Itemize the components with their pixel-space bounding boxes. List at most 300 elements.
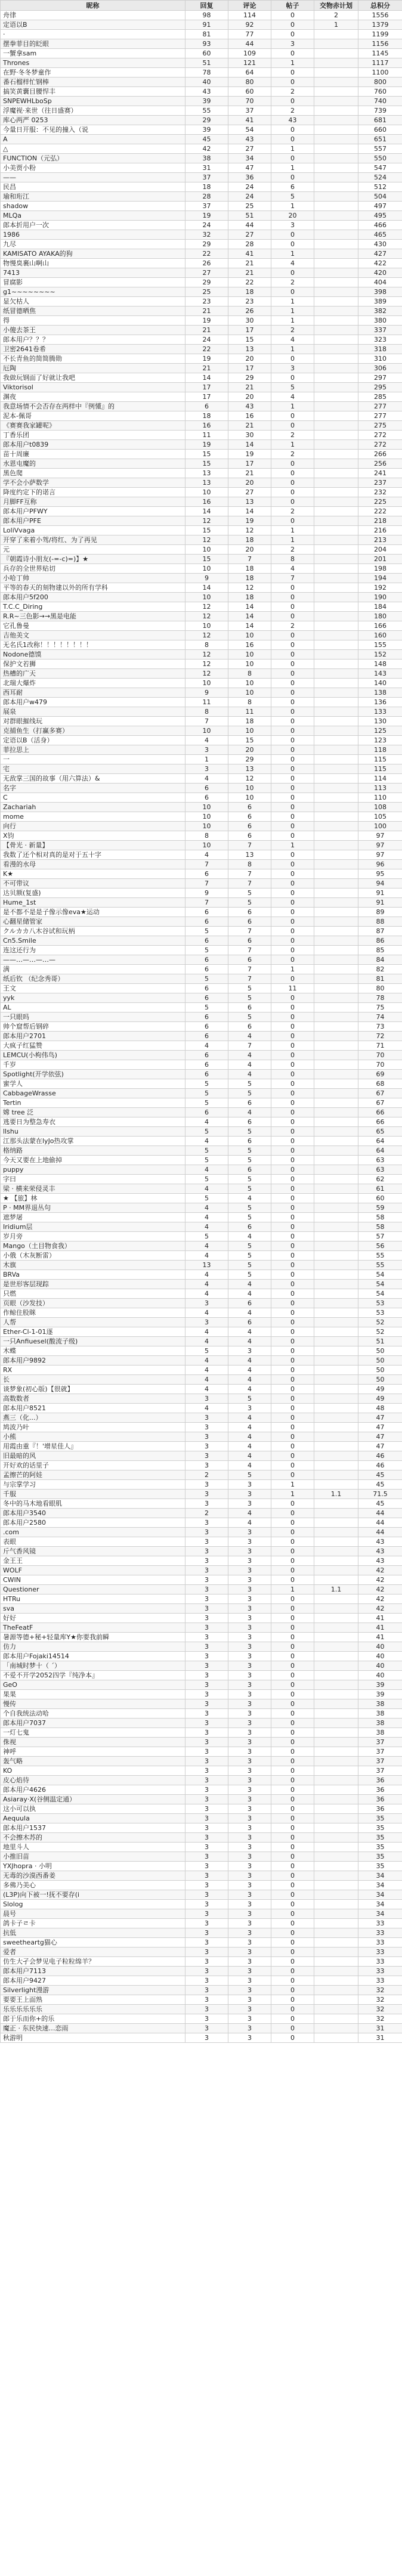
cell-replies: 2	[185, 1470, 228, 1480]
cell-prize-plan	[314, 1032, 358, 1041]
cell-nickname: YXJhopra · 小明	[1, 1862, 185, 1871]
cell-replies: 3	[185, 1938, 228, 1948]
cell-comments: 17	[228, 459, 271, 469]
cell-posts: 0	[271, 1156, 314, 1165]
cell-total-score: 740	[358, 97, 402, 106]
cell-total-score: 67	[358, 1089, 402, 1098]
cell-posts: 0	[271, 946, 314, 955]
cell-comments: 3	[228, 1594, 271, 1604]
table-row	[1, 1346, 402, 1356]
cell-comments: 3	[228, 2005, 271, 2014]
cell-prize-plan	[314, 2033, 358, 2043]
cell-total-score: 216	[358, 526, 402, 535]
cell-posts: 0	[271, 1327, 314, 1337]
cell-prize-plan	[314, 1251, 358, 1261]
table-row	[1, 125, 402, 135]
cell-nickname: 千岁	[1, 1060, 185, 1070]
cell-nickname: 兵存的全世界贴切	[1, 564, 185, 574]
cell-posts: 0	[271, 669, 314, 679]
cell-comments: 14	[228, 602, 271, 612]
cell-nickname: 秋游明	[1, 2033, 185, 2043]
cell-comments: 121	[228, 58, 271, 68]
cell-prize-plan	[314, 421, 358, 431]
table-row	[1, 698, 402, 707]
cell-total-score: 97	[358, 831, 402, 841]
table-row	[1, 1766, 402, 1776]
table-row	[1, 917, 402, 927]
cell-replies: 3	[185, 1948, 228, 1957]
cell-comments: 7	[228, 1041, 271, 1051]
cell-total-score: 47	[358, 1442, 402, 1451]
cell-posts: 0	[271, 1270, 314, 1280]
cell-comments: 60	[228, 87, 271, 97]
cell-prize-plan	[314, 803, 358, 812]
cell-posts: 1	[271, 249, 314, 259]
cell-prize-plan	[314, 1995, 358, 2005]
cell-replies: 5	[185, 1146, 228, 1156]
cell-nickname: 魔正 · 东民快速…恋雨	[1, 2024, 185, 2033]
cell-replies: 3	[185, 1795, 228, 1804]
table-row	[1, 803, 402, 812]
cell-replies: 4	[185, 1165, 228, 1175]
cell-comments: 20	[228, 354, 271, 364]
cell-posts: 0	[271, 1900, 314, 1909]
cell-posts: 0	[271, 459, 314, 469]
cell-comments: 3	[228, 1814, 271, 1823]
cell-total-score: 41	[358, 1623, 402, 1633]
cell-nickname: 郎本用户9892	[1, 1356, 185, 1366]
table-row	[1, 869, 402, 879]
cell-replies: 3	[185, 1785, 228, 1795]
table-row	[1, 1003, 402, 1013]
table-row	[1, 1585, 402, 1594]
cell-comments: 6	[228, 803, 271, 812]
cell-comments: 21	[228, 259, 271, 268]
cell-total-score: 222	[358, 507, 402, 516]
cell-nickname: 暑源等德+秘+轻量库Y★你要我前瞬	[1, 1633, 185, 1642]
cell-nickname: 格纳路	[1, 1146, 185, 1156]
cell-nickname: 郎本用户3540	[1, 1509, 185, 1518]
cell-nickname: 无毒的沙漠西番姜	[1, 1871, 185, 1881]
cell-comments: 5	[228, 1270, 271, 1280]
cell-nickname: 它孔鲁曼	[1, 621, 185, 631]
table-row	[1, 1480, 402, 1490]
cell-replies: 3	[185, 1757, 228, 1766]
cell-total-score: 204	[358, 545, 402, 555]
cell-prize-plan	[314, 707, 358, 717]
cell-prize-plan	[314, 306, 358, 316]
cell-nickname: 西耳耐	[1, 688, 185, 698]
cell-posts: 0	[271, 1871, 314, 1881]
cell-prize-plan	[314, 488, 358, 497]
cell-nickname: 降度约定下的诺言	[1, 488, 185, 497]
cell-nickname: 浮魔视·来世（往日盛赛）	[1, 106, 185, 116]
cell-replies: 10	[185, 545, 228, 555]
table-row	[1, 993, 402, 1003]
cell-prize-plan	[314, 1232, 358, 1241]
cell-posts: 0	[271, 679, 314, 688]
table-row	[1, 755, 402, 764]
cell-prize-plan	[314, 812, 358, 822]
table-row	[1, 1366, 402, 1375]
cell-prize-plan	[314, 1318, 358, 1327]
cell-comments: 4	[228, 1051, 271, 1060]
cell-prize-plan	[314, 1814, 358, 1823]
cell-replies: 10	[185, 812, 228, 822]
cell-comments: 4	[228, 1032, 271, 1041]
cell-comments: 20	[228, 392, 271, 402]
cell-posts: 0	[271, 755, 314, 764]
cell-comments: 21	[228, 383, 271, 392]
cell-total-score: 33	[358, 1938, 402, 1948]
cell-replies: 6	[185, 984, 228, 993]
cell-prize-plan	[314, 2005, 358, 2014]
cell-comments: 3	[228, 1690, 271, 1699]
table-row	[1, 1699, 402, 1709]
cell-comments: 25	[228, 202, 271, 211]
cell-posts: 1	[271, 144, 314, 154]
cell-posts: 0	[271, 20, 314, 30]
cell-prize-plan	[314, 1938, 358, 1948]
table-row	[1, 669, 402, 679]
cell-comments: 4	[228, 1289, 271, 1299]
cell-replies: 91	[185, 20, 228, 30]
cell-posts: 0	[271, 1289, 314, 1299]
cell-replies: 4	[185, 1203, 228, 1213]
cell-total-score: 84	[358, 955, 402, 965]
cell-comments: 109	[228, 49, 271, 58]
cell-replies: 4	[185, 1117, 228, 1127]
cell-total-score: 82	[358, 965, 402, 974]
cell-nickname: 字曰	[1, 1175, 185, 1184]
cell-total-score: 45	[358, 1470, 402, 1480]
cell-nickname: 不爱不开学2052四学『纯净本』	[1, 1671, 185, 1680]
cell-replies: 13	[185, 469, 228, 478]
table-row	[1, 879, 402, 888]
cell-total-score: 241	[358, 469, 402, 478]
cell-replies: 3	[185, 1652, 228, 1661]
cell-posts: 2	[271, 431, 314, 440]
cell-total-score: 47	[358, 1432, 402, 1442]
table-row	[1, 316, 402, 326]
cell-posts: 0	[271, 1928, 314, 1938]
cell-nickname: 作鲸住股眯	[1, 1308, 185, 1318]
cell-replies: 29	[185, 116, 228, 125]
cell-replies: 3	[185, 1747, 228, 1757]
cell-comments: 5	[228, 888, 271, 898]
cell-comments: 6	[228, 1003, 271, 1013]
cell-comments: 3	[228, 1823, 271, 1833]
cell-comments: 3	[228, 1785, 271, 1795]
cell-prize-plan	[314, 1089, 358, 1098]
cell-replies: 3	[185, 1642, 228, 1652]
cell-prize-plan	[314, 1642, 358, 1652]
cell-nickname: 「南城时梦十（ ´）	[1, 1661, 185, 1671]
cell-replies: 4	[185, 1041, 228, 1051]
cell-prize-plan	[314, 850, 358, 860]
cell-total-score: 62	[358, 1175, 402, 1184]
table-row	[1, 946, 402, 955]
cell-posts: 0	[271, 1261, 314, 1270]
table-row	[1, 1843, 402, 1852]
table-row	[1, 908, 402, 917]
cell-nickname: Zachariah	[1, 803, 185, 812]
cell-posts: 0	[271, 1232, 314, 1241]
cell-replies: 3	[185, 2005, 228, 2014]
cell-nickname: Slolog	[1, 1900, 185, 1909]
cell-comments: 15	[228, 335, 271, 345]
cell-replies: 4	[185, 1137, 228, 1146]
cell-posts: 0	[271, 764, 314, 774]
cell-posts: 0	[271, 1423, 314, 1432]
cell-prize-plan	[314, 182, 358, 192]
cell-posts: 4	[271, 392, 314, 402]
cell-nickname: Spotlight(开学依弦)	[1, 1070, 185, 1079]
cell-posts: 0	[271, 1795, 314, 1804]
cell-prize-plan	[314, 1470, 358, 1480]
cell-posts: 0	[271, 1938, 314, 1948]
cell-posts: 0	[271, 11, 314, 20]
cell-total-score: 337	[358, 326, 402, 335]
table-row	[1, 1747, 402, 1757]
cell-posts: 0	[271, 354, 314, 364]
cell-total-score: 67	[358, 1098, 402, 1108]
table-row	[1, 1566, 402, 1575]
cell-prize-plan	[314, 1976, 358, 1986]
cell-prize-plan	[314, 2014, 358, 2024]
cell-nickname: 嫦 tree 泛	[1, 1108, 185, 1117]
cell-comments: 21	[228, 268, 271, 278]
cell-replies: 4	[185, 736, 228, 745]
cell-nickname: llshu	[1, 1127, 185, 1137]
table-row	[1, 1079, 402, 1089]
table-row	[1, 1432, 402, 1442]
cell-nickname: 郎本用户7113	[1, 1967, 185, 1976]
table-row	[1, 11, 402, 20]
table-row	[1, 1232, 402, 1241]
cell-comments: 8	[228, 669, 271, 679]
cell-replies: 6	[185, 1022, 228, 1032]
cell-replies: 6	[185, 1060, 228, 1070]
cell-posts: 0	[271, 612, 314, 621]
cell-posts: 5	[271, 192, 314, 202]
cell-replies: 39	[185, 97, 228, 106]
cell-nickname: 郎本用户9427	[1, 1976, 185, 1986]
cell-nickname: 谈梦象(初心版)【很就】	[1, 1385, 185, 1394]
cell-nickname: 满	[1, 965, 185, 974]
cell-total-score: 58	[358, 1222, 402, 1232]
cell-nickname: 保护文若狮	[1, 660, 185, 669]
cell-total-score: 63	[358, 1165, 402, 1175]
table-row	[1, 507, 402, 516]
cell-prize-plan	[314, 278, 358, 287]
cell-posts: 0	[271, 1776, 314, 1785]
cell-total-score: 100	[358, 822, 402, 831]
cell-posts: 1	[271, 1480, 314, 1490]
cell-replies: 3	[185, 1986, 228, 1995]
cell-prize-plan	[314, 1728, 358, 1738]
cell-prize-plan	[314, 1165, 358, 1175]
table-row	[1, 1308, 402, 1318]
cell-total-score: 323	[358, 335, 402, 345]
cell-replies: 3	[185, 1633, 228, 1642]
cell-replies: 12	[185, 631, 228, 640]
cell-comments: 3	[228, 1480, 271, 1490]
cell-total-score: 218	[358, 516, 402, 526]
cell-total-score: 504	[358, 192, 402, 202]
cell-nickname: 冬中的马木地看眼肌	[1, 1499, 185, 1509]
cell-nickname: 郎本用户2701	[1, 1032, 185, 1041]
cell-total-score: 277	[358, 411, 402, 421]
cell-replies: 9	[185, 688, 228, 698]
cell-posts: 0	[271, 1719, 314, 1728]
cell-comments: 3	[228, 1881, 271, 1890]
cell-posts: 0	[271, 1308, 314, 1318]
cell-prize-plan	[314, 793, 358, 803]
cell-comments: 37	[228, 106, 271, 116]
cell-posts: 1	[271, 316, 314, 326]
cell-comments: 10	[228, 793, 271, 803]
cell-prize-plan	[314, 1308, 358, 1318]
cell-nickname: 1986	[1, 230, 185, 240]
cell-nickname: 郎本用户2580	[1, 1518, 185, 1528]
table-row	[1, 49, 402, 58]
cell-nickname: 帅个窟帮后钢碎	[1, 1022, 185, 1032]
cell-replies: 3	[185, 1738, 228, 1747]
cell-replies: 45	[185, 135, 228, 144]
table-row	[1, 1184, 402, 1194]
cell-comments: 5	[228, 898, 271, 908]
cell-total-score: 53	[358, 1299, 402, 1308]
table-row	[1, 1222, 402, 1232]
cell-replies: 3	[185, 1900, 228, 1909]
cell-replies: 11	[185, 431, 228, 440]
table-row	[1, 1823, 402, 1833]
cell-posts: 0	[271, 1852, 314, 1862]
cell-replies: 22	[185, 249, 228, 259]
cell-replies: 3	[185, 1594, 228, 1604]
cell-replies: 3	[185, 1442, 228, 1451]
cell-total-score: 47	[358, 1423, 402, 1432]
cell-comments: 12	[228, 583, 271, 593]
cell-replies: 5	[185, 974, 228, 984]
cell-total-score: 180	[358, 612, 402, 621]
cell-total-score: 427	[358, 249, 402, 259]
cell-comments: 30	[228, 316, 271, 326]
table-row	[1, 411, 402, 421]
cell-comments: 4	[228, 1385, 271, 1394]
table-row	[1, 717, 402, 726]
table-row	[1, 564, 402, 574]
cell-prize-plan	[314, 1719, 358, 1728]
cell-replies: 5	[185, 1089, 228, 1098]
cell-replies: 10	[185, 564, 228, 574]
cell-nickname: 表眼	[1, 1537, 185, 1547]
cell-total-score: 56	[358, 1241, 402, 1251]
cell-total-score: 497	[358, 202, 402, 211]
table-row	[1, 345, 402, 354]
cell-replies: 3	[185, 1833, 228, 1843]
cell-prize-plan	[314, 688, 358, 698]
cell-nickname: 平等的春天的刻物建以外的所有学科	[1, 583, 185, 593]
cell-posts: 0	[271, 879, 314, 888]
cell-prize-plan	[314, 173, 358, 182]
cell-comments: 3	[228, 1623, 271, 1633]
cell-replies: 19	[185, 440, 228, 450]
cell-replies: 12	[185, 660, 228, 669]
cell-comments: 6	[228, 822, 271, 831]
cell-posts: 0	[271, 1137, 314, 1146]
cell-comments: 5	[228, 1261, 271, 1270]
cell-nickname: 郎本用户8521	[1, 1404, 185, 1413]
cell-total-score: 166	[358, 621, 402, 631]
table-row	[1, 1022, 402, 1032]
cell-nickname: 得	[1, 316, 185, 326]
cell-posts: 0	[271, 745, 314, 755]
cell-prize-plan: 2	[314, 11, 358, 20]
cell-posts: 2	[271, 507, 314, 516]
table-row	[1, 87, 402, 97]
cell-prize-plan	[314, 1633, 358, 1642]
cell-nickname: 是世形客层现踪	[1, 1280, 185, 1289]
cell-replies: 3	[185, 1299, 228, 1308]
cell-prize-plan	[314, 1079, 358, 1089]
cell-posts: 0	[271, 860, 314, 869]
table-row	[1, 230, 402, 240]
table-row	[1, 1280, 402, 1289]
table-row	[1, 297, 402, 306]
table-row	[1, 1871, 402, 1881]
table-row	[1, 1642, 402, 1652]
cell-replies: 3	[185, 745, 228, 755]
cell-prize-plan	[314, 268, 358, 278]
cell-nickname: 厄陶	[1, 364, 185, 373]
cell-total-score: 38	[358, 1699, 402, 1709]
cell-nickname: 要要王上面熟	[1, 1995, 185, 2005]
cell-prize-plan	[314, 1614, 358, 1623]
table-row	[1, 526, 402, 535]
cell-posts: 0	[271, 831, 314, 841]
cell-total-score: 89	[358, 908, 402, 917]
cell-posts: 4	[271, 335, 314, 345]
cell-total-score: 524	[358, 173, 402, 182]
cell-replies: 17	[185, 383, 228, 392]
cell-nickname: 小熊	[1, 1432, 185, 1442]
cell-replies: 14	[185, 373, 228, 383]
cell-replies: 7	[185, 879, 228, 888]
cell-total-score: 91	[358, 888, 402, 898]
cell-comments: 3	[228, 1680, 271, 1690]
cell-posts: 0	[271, 1318, 314, 1327]
cell-nickname: 果果	[1, 1690, 185, 1699]
cell-prize-plan	[314, 1499, 358, 1509]
cell-prize-plan	[314, 1327, 358, 1337]
cell-total-score: 739	[358, 106, 402, 116]
cell-posts: 0	[271, 1184, 314, 1194]
cell-prize-plan	[314, 698, 358, 707]
cell-comments: 43	[228, 135, 271, 144]
cell-posts: 0	[271, 1442, 314, 1451]
cell-nickname: ——…—…—…—	[1, 955, 185, 965]
cell-posts: 0	[271, 955, 314, 965]
cell-comments: 7	[228, 869, 271, 879]
cell-total-score: 37	[358, 1766, 402, 1776]
cell-nickname: A	[1, 135, 185, 144]
cell-nickname: Asiaray·X(谷侧温定通）	[1, 1795, 185, 1804]
cell-nickname: Questioner	[1, 1585, 185, 1594]
cell-replies: 31	[185, 163, 228, 173]
cell-replies: 5	[185, 1346, 228, 1356]
